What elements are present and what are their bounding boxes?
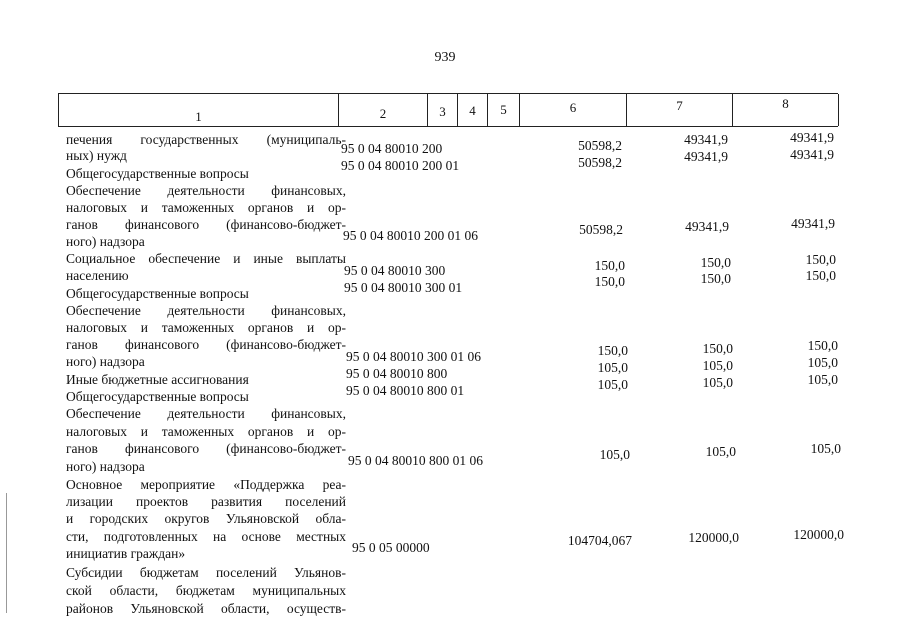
row-description: ской области, бюджетам муниципальных (66, 583, 346, 598)
row-description: Обеспечение деятельности финансовых, (66, 303, 346, 318)
row-description: Общегосударственные вопросы (66, 166, 249, 181)
header-label: 3 (439, 104, 446, 119)
budget-code: 95 0 05 00000 (352, 540, 430, 555)
row-description: печения государственных (муниципаль- (66, 132, 346, 147)
row-description: инициатив граждан» (66, 546, 186, 561)
header-col-4 (458, 94, 488, 126)
page-number: 939 (434, 50, 456, 65)
amount-col-8: 150,0 (805, 268, 836, 283)
amount-col-6: 50598,2 (578, 155, 622, 170)
row-description: Субсидии бюджетам поселений Ульянов- (66, 565, 346, 580)
header-label: 8 (782, 96, 789, 111)
row-description: ганов финансового (финансово-бюджет- (66, 217, 346, 232)
header-label: 5 (500, 102, 507, 117)
budget-code: 95 0 04 80010 300 01 06 (346, 349, 481, 364)
row-description: Обеспечение деятельности финансовых, (66, 406, 346, 421)
budget-code: 95 0 04 80010 200 01 06 (343, 228, 478, 243)
header-label: 2 (379, 106, 387, 121)
budget-code: 95 0 04 80010 800 01 (346, 383, 465, 398)
row-description: ного) надзора (66, 234, 145, 249)
budget-code: 95 0 04 80010 200 01 (341, 158, 460, 173)
row-description: лизации проектов развития поселений (66, 494, 346, 509)
amount-col-6: 105,0 (597, 377, 628, 392)
amount-col-6: 150,0 (594, 274, 625, 289)
budget-code: 95 0 04 80010 300 01 (344, 280, 463, 295)
header-label: 1 (195, 109, 202, 124)
amount-col-8: 105,0 (807, 355, 838, 370)
amount-col-6: 50598,2 (579, 222, 623, 237)
header-col-6 (520, 94, 627, 126)
budget-code: 95 0 04 80010 300 (344, 263, 446, 278)
amount-col-7: 49341,9 (684, 132, 728, 147)
amount-col-7: 49341,9 (684, 149, 728, 164)
budget-code: 95 0 04 80010 800 01 06 (348, 453, 483, 468)
header-label: 7 (676, 98, 683, 113)
row-description: ного) надзора (66, 354, 145, 369)
header-col-5 (488, 94, 520, 126)
budget-code: 95 0 04 80010 200 (341, 141, 443, 156)
amount-col-8: 150,0 (807, 338, 838, 353)
row-description: налоговых и таможенных органов и ор- (66, 320, 346, 335)
row-description: Общегосударственные вопросы (66, 389, 249, 404)
amount-col-6: 150,0 (597, 343, 628, 358)
header-label: 6 (569, 100, 577, 115)
amount-col-8: 120000,0 (793, 527, 844, 542)
row-description: районов Ульяновской области, осуществ- (66, 601, 346, 616)
row-description: и городских округов Ульяновской обла- (66, 511, 346, 526)
row-description: сти, подготовленных на основе местных (66, 529, 346, 544)
scan-margin-line (6, 493, 7, 613)
amount-col-6: 105,0 (597, 360, 628, 375)
row-description: ганов финансового (финансово-бюджет- (66, 337, 346, 352)
header-col-2 (339, 94, 428, 126)
amount-col-8: 49341,9 (791, 216, 835, 231)
amount-col-6: 50598,2 (578, 138, 622, 153)
budget-code: 95 0 04 80010 800 (346, 366, 448, 381)
amount-col-7: 150,0 (700, 255, 731, 270)
amount-col-7: 49341,9 (685, 219, 729, 234)
row-description: налоговых и таможенных органов и ор- (66, 200, 346, 215)
header-col-8 (733, 94, 839, 126)
header-col-3 (428, 94, 458, 126)
amount-col-7: 105,0 (705, 444, 736, 459)
row-description: ных) нужд (66, 148, 127, 163)
row-description: Обеспечение деятельности финансовых, (66, 183, 346, 198)
amount-col-7: 150,0 (702, 341, 733, 356)
header-label: 4 (469, 103, 476, 118)
row-description: ного) надзора (66, 459, 145, 474)
amount-col-6: 150,0 (594, 258, 625, 273)
amount-col-8: 49341,9 (790, 147, 834, 162)
row-description: Социальное обеспечение и иные выплаты (66, 251, 346, 266)
amount-col-7: 105,0 (702, 358, 733, 373)
header-col-1 (59, 94, 339, 126)
amount-col-6: 104704,067 (567, 533, 632, 548)
row-description: ганов финансового (финансово-бюджет- (66, 441, 346, 456)
amount-col-8: 49341,9 (790, 130, 834, 145)
table-header (58, 93, 838, 127)
amount-col-7: 105,0 (702, 375, 733, 390)
row-description: Иные бюджетные ассигнования (66, 372, 249, 387)
header-col-7 (627, 94, 733, 126)
row-description: Основное мероприятие «Поддержка реа- (66, 477, 346, 492)
row-description: налоговых и таможенных органов и ор- (66, 424, 346, 439)
amount-col-8: 105,0 (807, 372, 838, 387)
row-description: Общегосударственные вопросы (66, 286, 249, 301)
row-description: населению (66, 268, 129, 283)
amount-col-6: 105,0 (599, 447, 630, 462)
amount-col-8: 105,0 (810, 441, 841, 456)
amount-col-7: 120000,0 (688, 530, 739, 545)
amount-col-8: 150,0 (805, 252, 836, 267)
amount-col-7: 150,0 (700, 271, 731, 286)
